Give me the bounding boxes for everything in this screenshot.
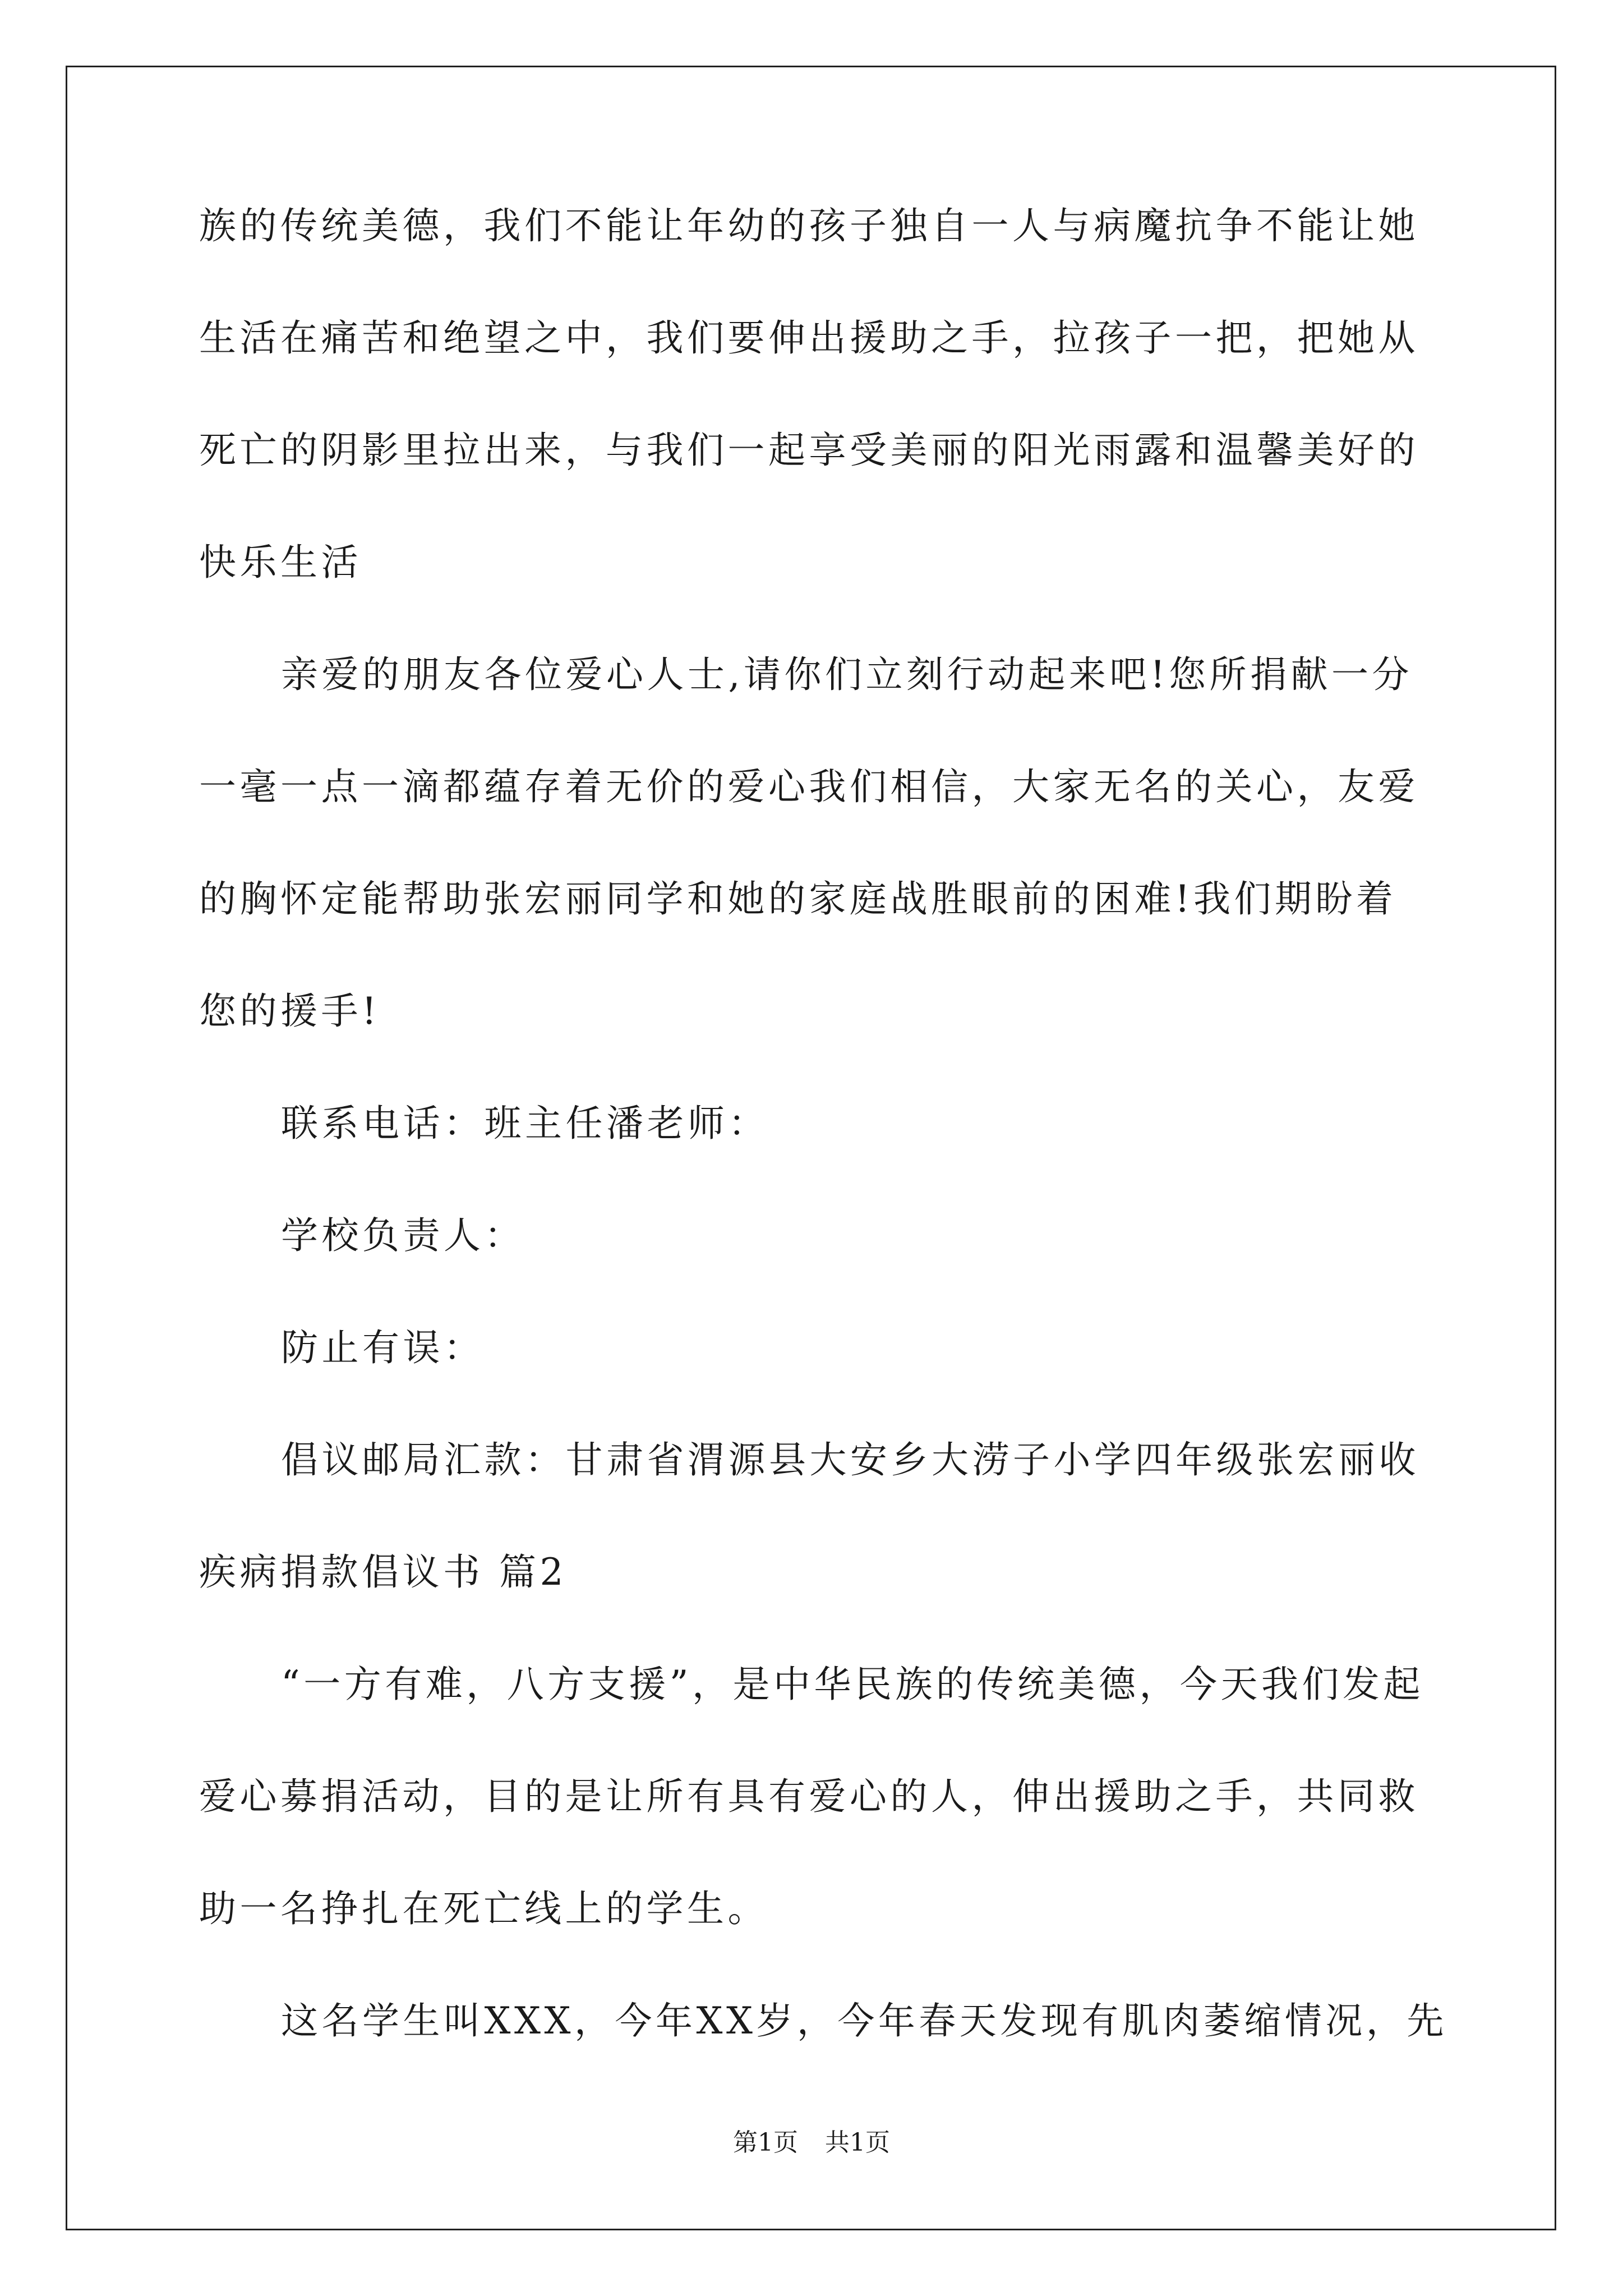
text-line: 死亡的阴影里拉出来，与我们一起享受美丽的阳光雨露和温馨美好的 <box>199 429 1419 472</box>
text-line: 您的援手! <box>199 990 381 1033</box>
page-total: 共1页 <box>825 2128 890 2157</box>
section-heading: 疾病捐款倡议书 篇2 <box>199 1550 567 1594</box>
page-number: 第1页 <box>733 2128 798 2157</box>
text-line: 学校负责人： <box>281 1214 525 1257</box>
text-line: 生活在痛苦和绝望之中，我们要伸出援助之手，拉孩子一把，把她从 <box>199 316 1419 360</box>
text-line: 助一名挣扎在死亡线上的学生。 <box>199 1887 768 1930</box>
text-line: 这名学生叫XXX，今年XX岁，今年春天发现有肌肉萎缩情况，先 <box>281 1999 1447 2042</box>
text-line: 的胸怀定能帮助张宏丽同学和她的家庭战胜眼前的困难!我们期盼着 <box>199 877 1397 921</box>
text-line: 快乐生活 <box>199 541 362 584</box>
document-body <box>199 204 1447 2115</box>
text-line: 爱心募捐活动，目的是让所有具有爱心的人，伸出援助之手，共同救 <box>199 1775 1419 1818</box>
text-line: 一毫一点一滴都蕴存着无价的爱心我们相信，大家无名的关心，友爱 <box>199 765 1419 808</box>
text-line: 亲爱的朋友各位爱心人士,请你们立刻行动起来吧!您所捐献一分 <box>281 653 1413 696</box>
text-line: 倡议邮局汇款：甘肃省渭源县大安乡大涝子小学四年级张宏丽收 <box>281 1438 1419 1481</box>
text-line: 联系电话：班主任潘老师： <box>281 1102 769 1145</box>
page-footer <box>0 2128 1623 2157</box>
text-line: 防止有误： <box>281 1326 485 1369</box>
text-line: 族的传统美德，我们不能让年幼的孩子独自一人与病魔抗争不能让她 <box>199 204 1419 247</box>
text-line: “一方有难，八方支援”，是中华民族的传统美德，今天我们发起 <box>281 1663 1424 1706</box>
